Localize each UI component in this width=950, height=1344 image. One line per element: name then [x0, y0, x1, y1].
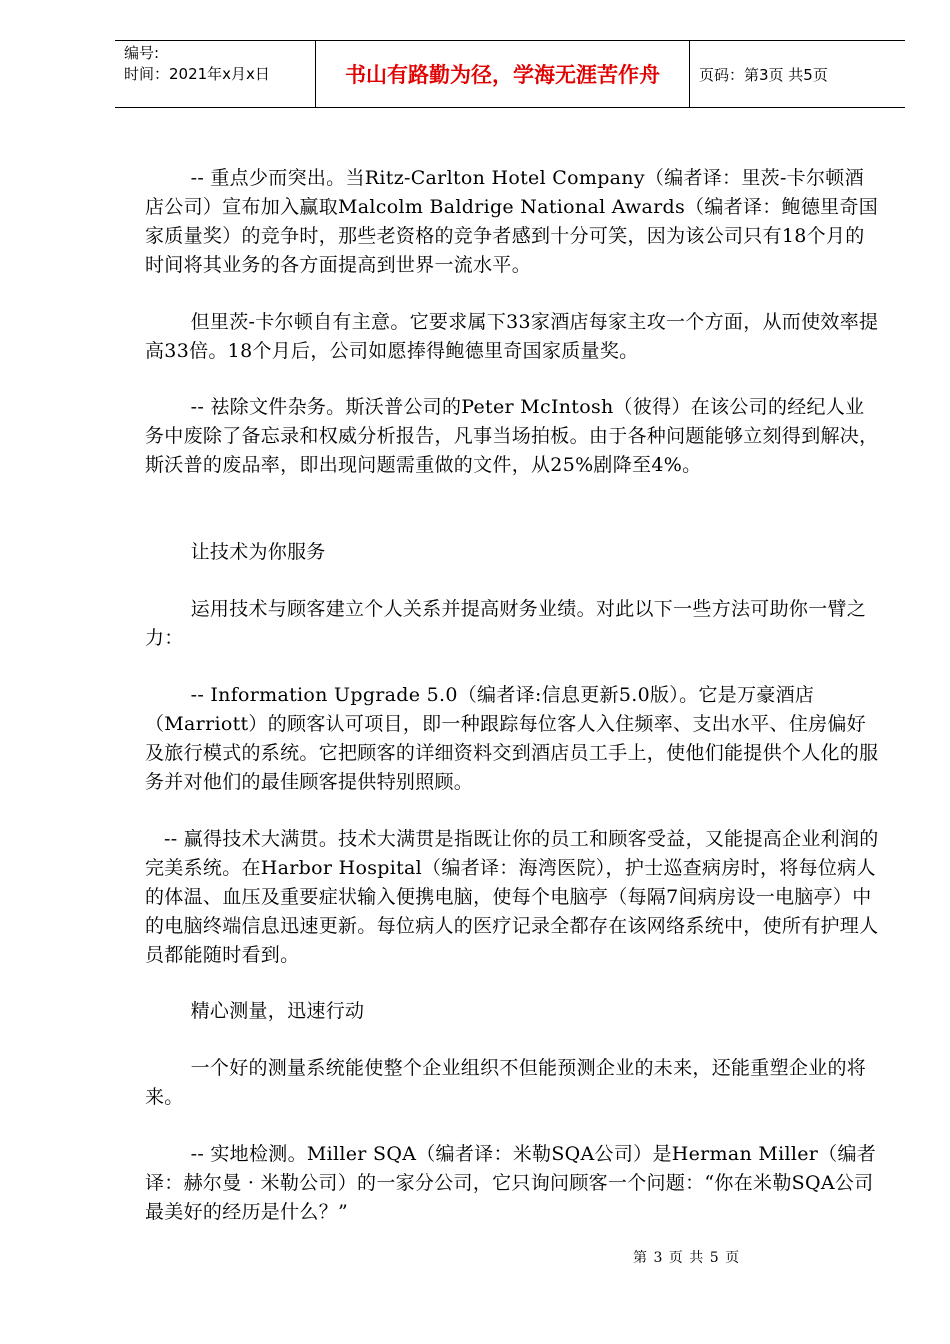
document-number-label: 编号:	[124, 44, 160, 62]
paragraph: -- Information Upgrade 5.0（编者译:信息更新5.0版）。它是万豪酒店（Marriott）的顾客认可项目，即一种跟踪每位客人入住频率、支出水平、住房偏好及旅行模式的系统。它把顾客的详细资料交到酒店员工手上，使他们能提供个人化的服务并对他们的最佳顾客提供特别照顾。	[145, 684, 879, 793]
paragraph: 运用技术与顾客建立个人关系并提高财务业绩。对此以下一些方法可助你一臂之力：	[145, 598, 867, 649]
header-page-info: 页码：第3页 共5页	[699, 65, 828, 84]
paragraph: -- 赢得技术大满贯。技术大满贯是指既让你的员工和顾客受益，又能提高企业利润的完美系统。在Harbor Hospital（编者译：海湾医院），护士巡查病房时，将每位病人的体温、血压及重要症状输入便携电脑，使每个电脑亭（每隔7间病房设一电脑亭）中的电脑终端信息迅速更新。每位病人的医疗记录全都存在该网络系统中，使所有护理人员都能随时看到。	[145, 828, 879, 966]
paragraph: -- 实地检测。Miller SQA（编者译：米勒SQA公司）是Herman Miller（编者译：赫尔曼 · 米勒公司）的一家分公司，它只询问顾客一个问题：“你在米勒SQA公司最美好的经历是什么？”	[145, 1143, 877, 1223]
paragraph: 但里茨-卡尔顿自有主意。它要求属下33家酒店每家主攻一个方面，从而使效率提高33倍。18个月后，公司如愿捧得鲍德里奇国家质量奖。	[145, 311, 879, 362]
page-footer: 第 3 页 共 5 页	[633, 1250, 741, 1266]
header-meta-cell	[115, 41, 316, 107]
header-table	[115, 40, 905, 108]
paragraph: -- 祛除文件杂务。斯沃普公司的Peter McIntosh（彼得）在该公司的经纪人业务中废除了备忘录和权威分析报告，凡事当场拍板。由于各种问题能够立刻得到解决，斯沃普的废品率，即出现问题需重做的文件，从25%剧降至4%。	[145, 396, 879, 476]
paragraph: -- 重点少而突出。当Ritz-Carlton Hotel Company（编者译：里茨-卡尔顿酒店公司）宣布加入赢取Malcolm Baldrige National Awards（编者译：鲍德里奇国家质量奖）的竞争时，那些老资格的竞争者感到十分可笑，因为该公司只有18个月的时间将其业务的各方面提高到世界一流水平。	[145, 167, 879, 276]
paragraph: 一个好的测量系统能使整个企业组织不但能预测企业的未来，还能重塑企业的将来。	[145, 1057, 867, 1108]
section-heading: 让技术为你服务	[190, 541, 326, 563]
header-motto: 书山有路勤为径，学海无涯苦作舟	[316, 41, 690, 107]
document-time-label: 时间：2021年x月x日	[124, 65, 270, 83]
section-heading: 精心测量，迅速行动	[190, 1000, 365, 1022]
